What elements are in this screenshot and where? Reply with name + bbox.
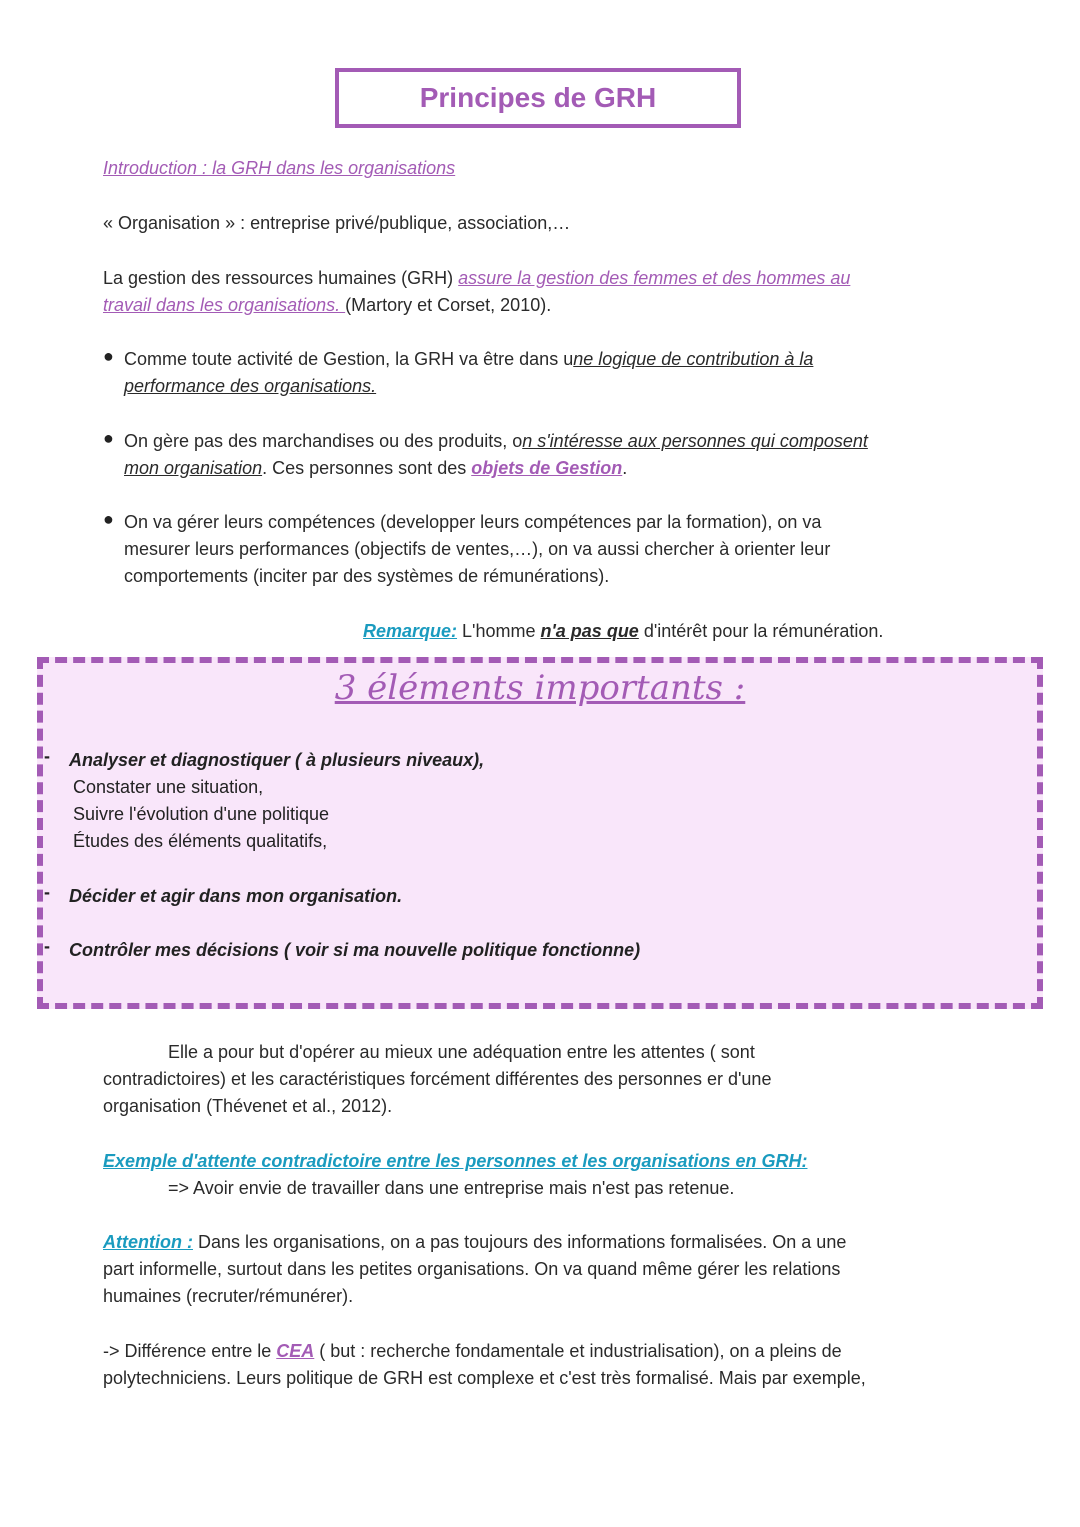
bullet-2-em2: mon organisation [124,458,263,478]
bullet-icon: ● [103,509,114,529]
box-item-2-title: Décider et agir dans mon organisation. [69,886,403,906]
attention-line2: part informelle, surtout dans les petites organisations. On va quand même gérer les relations [103,1259,841,1279]
remarque-before: L'homme [457,621,541,641]
remarque-label: Remarque: [363,621,458,641]
bullet-1-line1 [124,346,813,373]
bullet-3-line3: comportements (inciter par des systèmes de rémunérations). [124,566,610,586]
adequation-line3: organisation (Thévenet et al., 2012). [103,1096,393,1116]
box-item-1-sub-2: Suivre l'évolution d'une politique [73,804,330,824]
grh-def-suffix: (Martory et Corset, 2010). [345,295,552,315]
intro-heading: Introduction : la GRH dans les organisations [103,158,456,178]
bullet-2-line1 [124,428,868,455]
remarque [363,618,883,645]
key-elements-heading [0,668,1080,708]
difference-prefix: -> Différence entre le [103,1341,277,1361]
key-elements-heading-text: 3 éléments importants : [334,668,746,708]
bullet-2-plain2: . Ces personnes sont des [262,458,472,478]
box-item-1-title: Analyser et diagnostiquer ( à plusieurs niveaux), [69,750,485,770]
bullet-2-strong: objets de Gestion [471,458,623,478]
exemple-label: Exemple d'attente contradictoire entre les personnes et les organisations en GRH: [103,1151,808,1171]
box-item-1-sub-3: Études des éléments qualitatifs, [73,831,328,851]
grh-def-link-2: travail dans les organisations. [103,295,346,315]
bullet-icon: ● [103,346,114,366]
difference-cea: CEA [276,1341,315,1361]
attention-line1 [103,1229,846,1256]
attention-label: Attention : [103,1232,193,1252]
attention-line3: humaines (recruter/rémunérer). [103,1286,354,1306]
grh-definition-line1 [103,265,850,292]
box-item-1-sub-1: Constater une situation, [73,777,264,797]
dash-marker: - [44,746,50,766]
bullet-1-emphasis: ne logique de contribution à la [573,349,814,369]
bullet-2-line2 [124,455,627,482]
remarque-after: d'intérêt pour la rémunération. [638,621,884,641]
attention-text-1: Dans les organisations, on a pas toujours des informations formalisées. On a une [192,1232,847,1252]
difference-rest: ( but : recherche fondamentale et industrialisation), on a pleins de [314,1341,842,1361]
difference-line2: polytechniciens. Leurs politique de GRH est complexe et c'est très formalisé. Mais par exemple, [103,1368,866,1388]
exemple-text: => Avoir envie de travailler dans une entreprise mais n'est pas retenue. [168,1178,735,1198]
dash-marker: - [44,936,50,956]
grh-def-link-1: assure la gestion des femmes et des hommes au [458,268,851,288]
bullet-1-plain: Comme toute activité de Gestion, la GRH va être dans u [124,349,574,369]
bullet-2-plain: On gère pas des marchandises ou des produits, o [124,431,523,451]
difference-line1 [103,1338,842,1365]
bullet-2-end: . [622,458,628,478]
bullet-3-line2: mesurer leurs performances (objectifs de ventes,…), on va aussi chercher à orienter leur [124,539,831,559]
box-item-3-title: Contrôler mes décisions ( voir si ma nouvelle politique fonctionne) [69,940,641,960]
grh-def-prefix: La gestion des ressources humaines (GRH) [103,268,459,288]
bullet-3-line1: On va gérer leurs compétences (developper leurs compétences par la formation), on va [124,512,822,532]
bullet-icon: ● [103,428,114,448]
bullet-1-line2: performance des organisations. [124,376,377,396]
adequation-line2: contradictoires) et les caractéristiques forcément différentes des personnes er d'une [103,1069,772,1089]
organisation-definition: « Organisation » : entreprise privé/publique, association,… [103,213,571,233]
dash-marker: - [44,882,50,902]
bullet-2-emphasis: n s'intéresse aux personnes qui composent [522,431,868,451]
grh-definition-line2 [103,292,551,319]
page-title: Principes de GRH [335,68,741,128]
adequation-line1: Elle a pour but d'opérer au mieux une adéquation entre les attentes ( sont [168,1042,755,1062]
remarque-emphasis: n'a pas que [540,621,639,641]
